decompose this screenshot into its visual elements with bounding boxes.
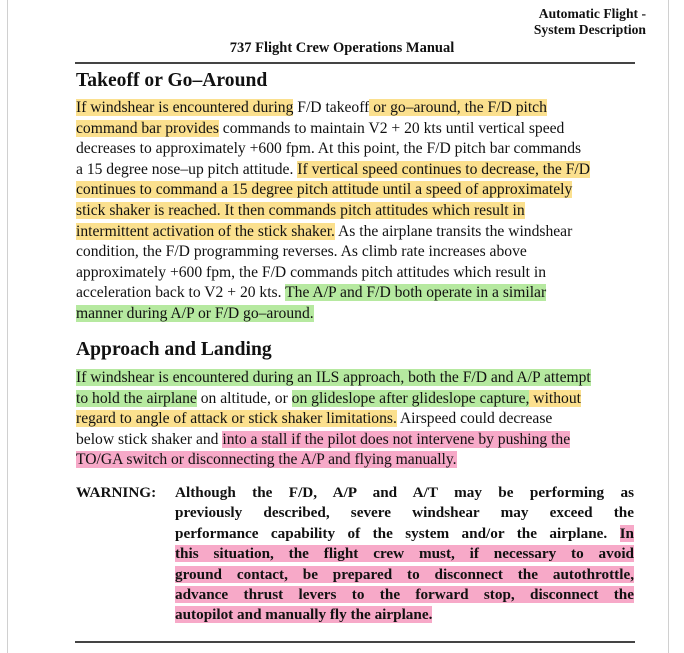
highlighted-text: If vertical speed continues to decrease, the F/D bbox=[297, 160, 590, 178]
text-line bbox=[76, 180, 646, 201]
text-run: Airspeed could decrease bbox=[396, 410, 553, 428]
highlighted-text: to hold the airplane bbox=[76, 389, 197, 407]
page-edge-left bbox=[7, 0, 8, 653]
text-line bbox=[76, 119, 646, 140]
highlighted-text: If windshear is encountered during an ILS approach, both the F/D and A/P attempt bbox=[76, 369, 591, 386]
highlighted-text: command bar provides bbox=[76, 119, 219, 137]
text-run: below stick shaker and bbox=[76, 430, 223, 448]
text-line bbox=[76, 98, 646, 119]
footer-divider bbox=[75, 641, 635, 643]
highlighted-text: manner during A/P or F/D go–around. bbox=[76, 304, 314, 322]
text-run: approximately +600 fpm, the F/D commands pitch attitudes which result in bbox=[76, 263, 547, 281]
text-run: commands to maintain V2 + 20 kts until vertical speed bbox=[218, 119, 565, 137]
text-line bbox=[175, 524, 634, 544]
text-run: Although the F/D, A/P and A/T may be performing as bbox=[175, 484, 634, 501]
chapter-header bbox=[534, 6, 646, 38]
text-run: F/D takeoff bbox=[293, 99, 370, 116]
text-line bbox=[175, 565, 634, 585]
text-line bbox=[76, 139, 646, 160]
highlighted-text: this situation, the flight crew must, if necessary to avoid bbox=[175, 545, 634, 563]
text-run: decreases to approximately +600 fpm. At this point, the F/D pitch bar commands bbox=[76, 140, 582, 158]
chapter-title-line2: System Description bbox=[533, 22, 646, 37]
highlighted-text: In bbox=[619, 524, 634, 542]
text-line bbox=[175, 605, 634, 625]
highlighted-text: continues to command a 15 degree pitch attitude until a speed of approximately bbox=[76, 181, 573, 199]
text-line bbox=[76, 242, 646, 263]
text-line bbox=[76, 409, 646, 430]
text-run: condition, the F/D programming reverses. As climb rate increases above bbox=[76, 243, 527, 261]
heading-takeoff-go-around: Takeoff or Go–Around bbox=[76, 70, 268, 91]
paragraph-approach bbox=[76, 368, 646, 471]
text-line bbox=[76, 263, 646, 284]
text-run: acceleration back to V2 + 20 kts. bbox=[76, 284, 286, 302]
text-run: on altitude, or bbox=[196, 389, 292, 407]
highlighted-text: advance thrust levers to the forward stop, disconnect the bbox=[175, 585, 634, 603]
text-line bbox=[76, 222, 646, 243]
text-line bbox=[175, 544, 634, 564]
highlighted-text: stick shaker is reached. It then commands pitch attitudes which result in bbox=[76, 201, 525, 219]
highlighted-text: TO/GA switch or disconnecting the A/P and flying manually. bbox=[76, 451, 457, 469]
text-run: previously described, severe windshear may exceed the bbox=[175, 504, 634, 522]
text-line bbox=[76, 283, 646, 304]
text-line bbox=[175, 585, 634, 605]
warning-label: WARNING: bbox=[76, 484, 157, 501]
highlighted-text: The A/P and F/D both operate in a similar bbox=[285, 284, 547, 302]
page-edge-right bbox=[668, 0, 669, 653]
chapter-title-line1: Automatic Flight - bbox=[538, 6, 646, 21]
heading-approach-landing: Approach and Landing bbox=[76, 339, 272, 360]
paragraph-takeoff bbox=[76, 98, 646, 325]
highlighted-text: ground contact, be prepared to disconnect the autothrottle, bbox=[175, 565, 634, 583]
highlighted-text: If windshear is encountered during bbox=[76, 99, 294, 116]
highlighted-text: on glideslope after glideslope capture, bbox=[291, 389, 530, 407]
text-line bbox=[175, 503, 634, 523]
text-line bbox=[76, 389, 646, 410]
header-divider bbox=[75, 62, 635, 64]
warning-text bbox=[175, 483, 634, 626]
manual-title: 737 Flight Crew Operations Manual bbox=[229, 40, 455, 56]
highlighted-text: autopilot and manually fly the airplane. bbox=[175, 606, 433, 624]
highlighted-text: without bbox=[529, 389, 581, 407]
text-run: performance capability of the system and/or the airplane. bbox=[175, 524, 620, 542]
text-line bbox=[76, 430, 646, 451]
text-line bbox=[76, 304, 646, 325]
text-line bbox=[76, 160, 646, 181]
highlighted-text: intermittent activation of the stick shaker. bbox=[76, 222, 335, 240]
text-line bbox=[76, 450, 646, 471]
highlighted-text: or go–around, the F/D pitch bbox=[369, 99, 547, 116]
text-run: a 15 degree nose–up pitch attitude. bbox=[76, 160, 298, 178]
text-line bbox=[76, 368, 646, 389]
text-line bbox=[76, 201, 646, 222]
text-line bbox=[175, 483, 634, 503]
highlighted-text: regard to angle of attack or stick shaker limitations. bbox=[76, 410, 397, 428]
highlighted-text: into a stall if the pilot does not intervene by pushing the bbox=[222, 430, 571, 448]
text-run: As the airplane transits the windshear bbox=[334, 222, 573, 240]
